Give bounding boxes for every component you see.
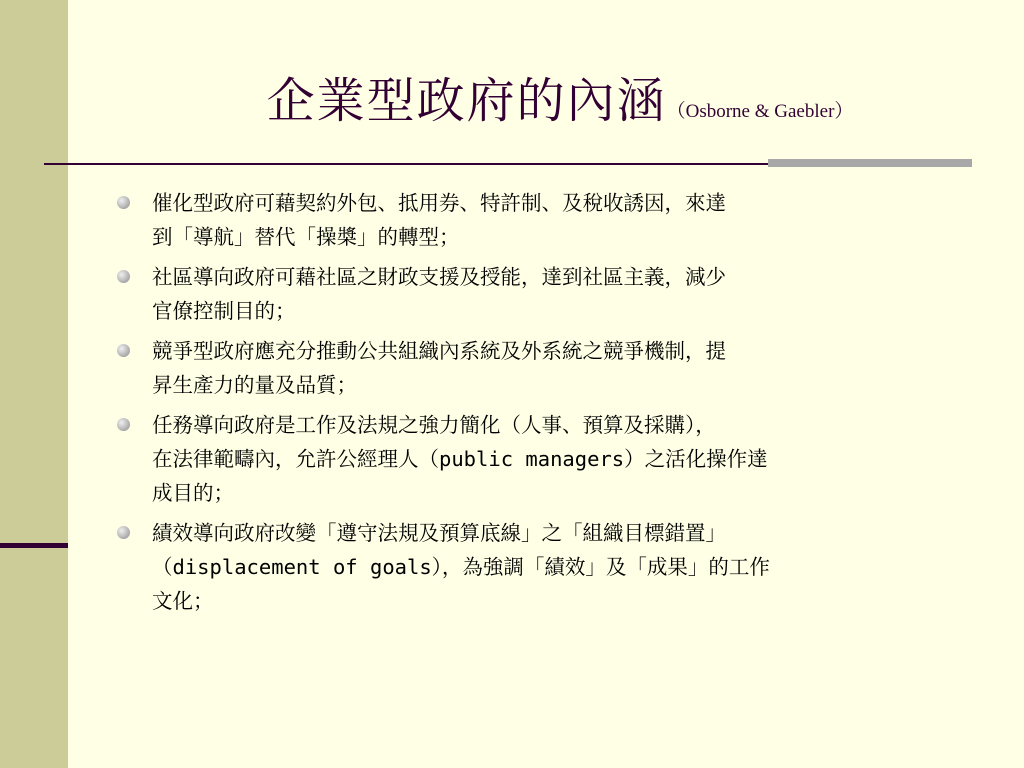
bullet-line: 競爭型政府應充分推動公共組織內系統及外系統之競爭機制，提: [152, 339, 726, 363]
bullet-line: 成目的；: [152, 481, 234, 505]
bullet-item-competitive-government: [112, 334, 972, 402]
bullet-line: （displacement of goals），為強調「績效」及「成果」的工作: [152, 555, 770, 579]
bullet-marker-icon: [117, 196, 130, 209]
bullet-marker-icon: [117, 344, 130, 357]
bullet-marker-icon: [117, 418, 130, 431]
left-band-rule: [0, 543, 68, 548]
left-decorative-band: [0, 0, 68, 768]
bullet-line: 官僚控制目的；: [152, 299, 296, 323]
title-underline: [44, 163, 770, 165]
bullet-line: 催化型政府可藉契約外包、抵用券、特許制、及稅收誘因，來達: [152, 191, 726, 215]
bullet-list: [112, 186, 972, 624]
bullet-marker-icon: [117, 526, 130, 539]
title-underline-grey-bar: [768, 159, 972, 167]
bullet-line: 到「導航」替代「操槳」的轉型；: [152, 225, 460, 249]
bullet-item-catalytic-government: [112, 186, 972, 254]
bullet-line: 任務導向政府是工作及法規之強力簡化（人事、預算及採購），: [152, 413, 716, 437]
slide-title: [150, 62, 970, 142]
slide-title-main: 企業型政府的內涵: [266, 73, 667, 129]
bullet-item-community-owned-government: [112, 260, 972, 328]
slide-title-source: （Osborne & Gaebler）: [666, 101, 854, 122]
bullet-item-results-oriented-government: [112, 516, 972, 618]
bullet-line: 績效導向政府改變「遵守法規及預算底線」之「組織目標錯置」: [152, 521, 726, 545]
bullet-line: 社區導向政府可藉社區之財政支援及授能，達到社區主義，減少: [152, 265, 726, 289]
bullet-item-mission-driven-government: [112, 408, 972, 510]
bullet-line: 在法律範疇內，允許公經理人（public managers）之活化操作達: [152, 447, 768, 471]
bullet-line: 昇生產力的量及品質；: [152, 373, 357, 397]
bullet-line: 文化；: [152, 589, 214, 613]
bullet-marker-icon: [117, 270, 130, 283]
